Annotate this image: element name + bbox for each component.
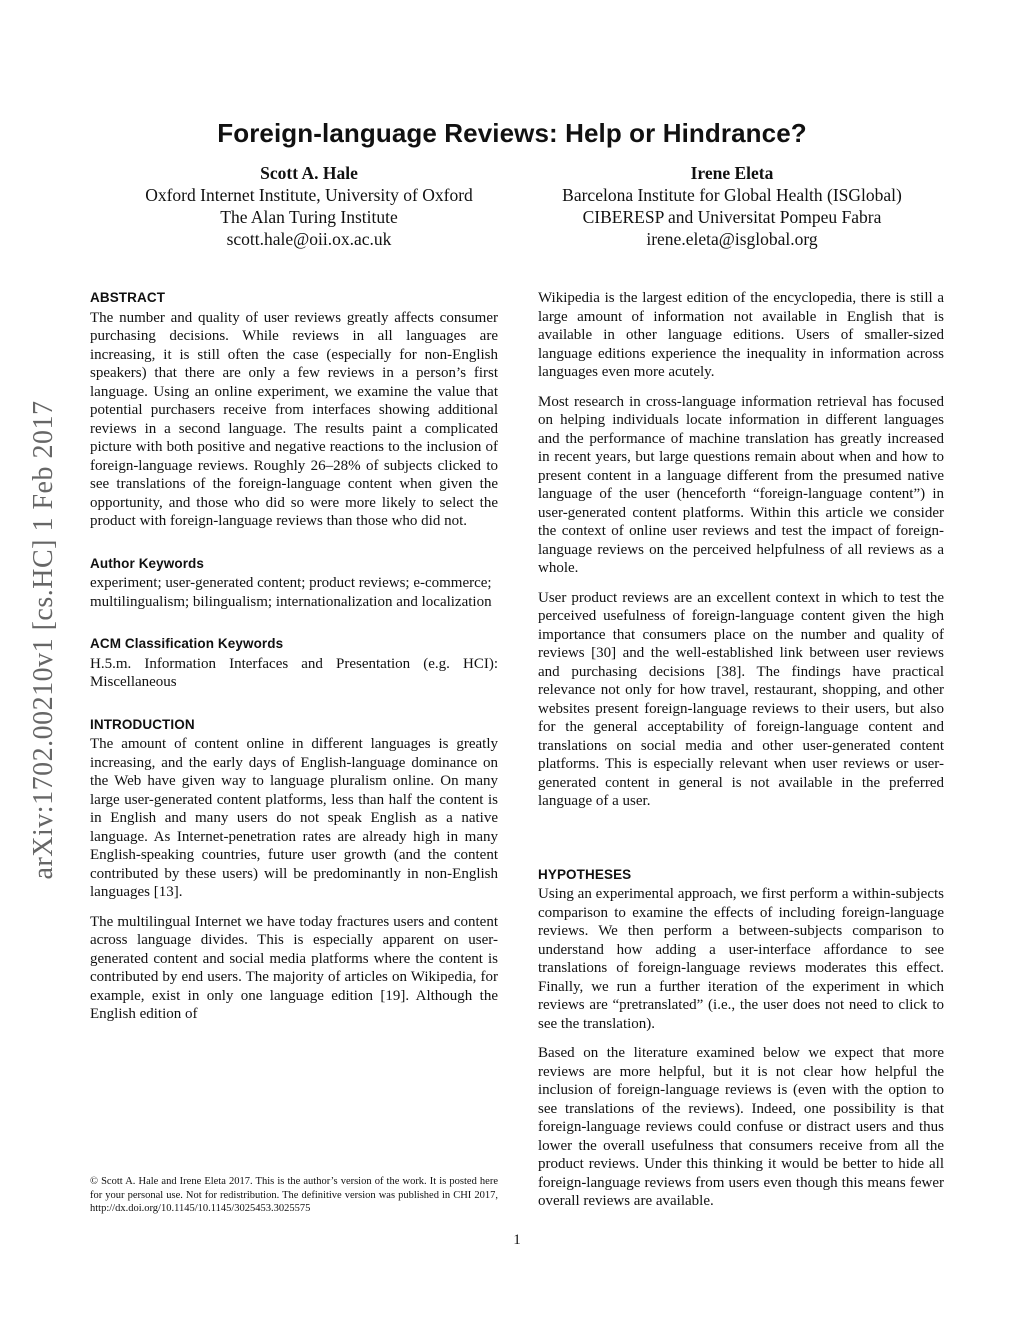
body-paragraph: Based on the literature examined below we expect that more reviews are more helpful, but it is not clear how helpful the inclusion of foreign-language reviews is (even with the option to see translations of the reviews). Indeed, one possibility is that foreign-language reviews could confuse or distract users and thus lower the overall usefulness that consumers receive from all the product reviews. Under this thinking it would be better to hide all foreign-language reviews from users even though this means fewer overall reviews are available. xyxy=(538,1045,944,1209)
author-name: Irene Eleta xyxy=(690,163,774,183)
left-column xyxy=(90,289,498,1035)
body-paragraph: Most research in cross-language information retrieval has focused on helping individuals locate information in different languages and the performance of machine translation has greatly increased in recent years, but large questions remain about when and how to present content in a language different from the presumed native language of the user (henceforth “foreign-language content”) in user-generated content platforms. Within this article we consider the context of online user reviews and test the impact of foreign-language reviews on the perceived helpfulness of all reviews as a whole. xyxy=(538,393,944,576)
page-number: 1 xyxy=(513,1232,521,1248)
right-column xyxy=(538,289,944,1222)
paper-title: Foreign-language Reviews: Help or Hindrance? xyxy=(217,118,807,148)
author-name: Scott A. Hale xyxy=(260,163,358,183)
body-paragraph: Using an experimental approach, we first perform a within-subjects comparison to examine the effects of including foreign-language reviews. We then perform a between-subjects comparison to understand how adding a user-interface affordance to see translations of foreign-language reviews moderates this effect. Finally, we run a further iteration of the experiment in which reviews are “pretranslated” (i.e., the user does not need to click to see the translation). xyxy=(538,886,944,1032)
author-block-1 xyxy=(100,162,518,250)
hypotheses-heading: HYPOTHESES xyxy=(538,866,632,882)
abstract-heading: ABSTRACT xyxy=(90,290,166,305)
introduction-heading: INTRODUCTION xyxy=(90,716,195,732)
acm-keywords-text: H.5.m. Information Interfaces and Presentation (e.g. HCI): Miscellaneous xyxy=(90,655,498,690)
body-paragraph: The multilingual Internet we have today fractures users and content across language divides. This is especially apparent on user-generated content and social media platforms where the content is contributed by end users. The majority of articles on Wikipedia, for example, exist in only one language edition [19]. Although the English edition of xyxy=(90,913,498,1022)
author-affiliation: Barcelona Institute for Global Health (ISGlobal) xyxy=(562,185,902,205)
author-keywords-text: experiment; user-generated content; product reviews; e-commerce; multilingualism; bilingualism; internationalization and localization xyxy=(90,575,492,610)
author-keywords-heading: Author Keywords xyxy=(90,555,205,571)
author-email: scott.hale@oii.ox.ac.uk xyxy=(226,229,392,249)
acm-keywords-heading: ACM Classification Keywords xyxy=(90,636,284,651)
copyright-footnote: © Scott A. Hale and Irene Eleta 2017. This is the author’s version of the work. It is posted here for your personal use. Not for redistribution. The definitive version was published in CHI 2017, http://dx.doi.org/10.1145/10.1145/3025453.3025575 xyxy=(90,1176,498,1214)
body-paragraph: Wikipedia is the largest edition of the encyclopedia, there is still a large amount of information not available in English that is available in other language editions. Users of smaller-sized language editions experience the inequality in information across languages even more acutely. xyxy=(538,290,944,380)
author-affiliation: CIBERESP and Universitat Pompeu Fabra xyxy=(582,207,882,227)
body-paragraph: The amount of content online in different languages is greatly increasing, and the early days of English-language dominance on the Web have given way to language pluralism online. On many large user-generated content platforms, less than half the content is in English and many users do not speak English as a native language. As Internet-penetration rates are already high in many English-speaking countries, future user growth (and the content contributed by these users) will be predominantly in non-English languages [13]. xyxy=(90,736,498,900)
author-email: irene.eleta@isglobal.org xyxy=(646,229,818,249)
author-block-2 xyxy=(520,162,944,250)
body-paragraph: User product reviews are an excellent context in which to test the perceived usefulness of foreign-language content given the high importance that consumers place on the number and quality of reviews [30] and the well-established link between user reviews and purchasing decisions [38]. The findings have practical relevance not only for how travel, restaurant, shopping, and other websites present foreign-language reviews to their users, but also for the general acceptability of foreign-language content and translations on social media and other user-generated content platforms. This is especially relevant when user reviews or user-generated content in general is not available in the preferred language of a user. xyxy=(538,589,944,809)
arxiv-identifier: arXiv:1702.00210v1 [cs.HC] 1 Feb 2017 xyxy=(28,400,59,880)
abstract-text: The number and quality of user reviews greatly affects consumer purchasing decisions. While reviews in all languages are increasing, it is still often the case (especially for non-English speakers) that there are only a few reviews in a person’s first language. Using an online experiment, we examine the value that potential purchasers receive from interfaces showing additional reviews in a second language. The results paint a complicated picture with both positive and negative reactions to the inclusion of foreign-language reviews. Roughly 26–28% of subjects clicked to see translations of the foreign-language content when given the opportunity, and those who did so were more likely to select the product with foreign-language reviews than those who did not. xyxy=(90,309,498,529)
author-affiliation: Oxford Internet Institute, University of Oxford xyxy=(145,185,473,205)
author-affiliation: The Alan Turing Institute xyxy=(220,207,398,227)
